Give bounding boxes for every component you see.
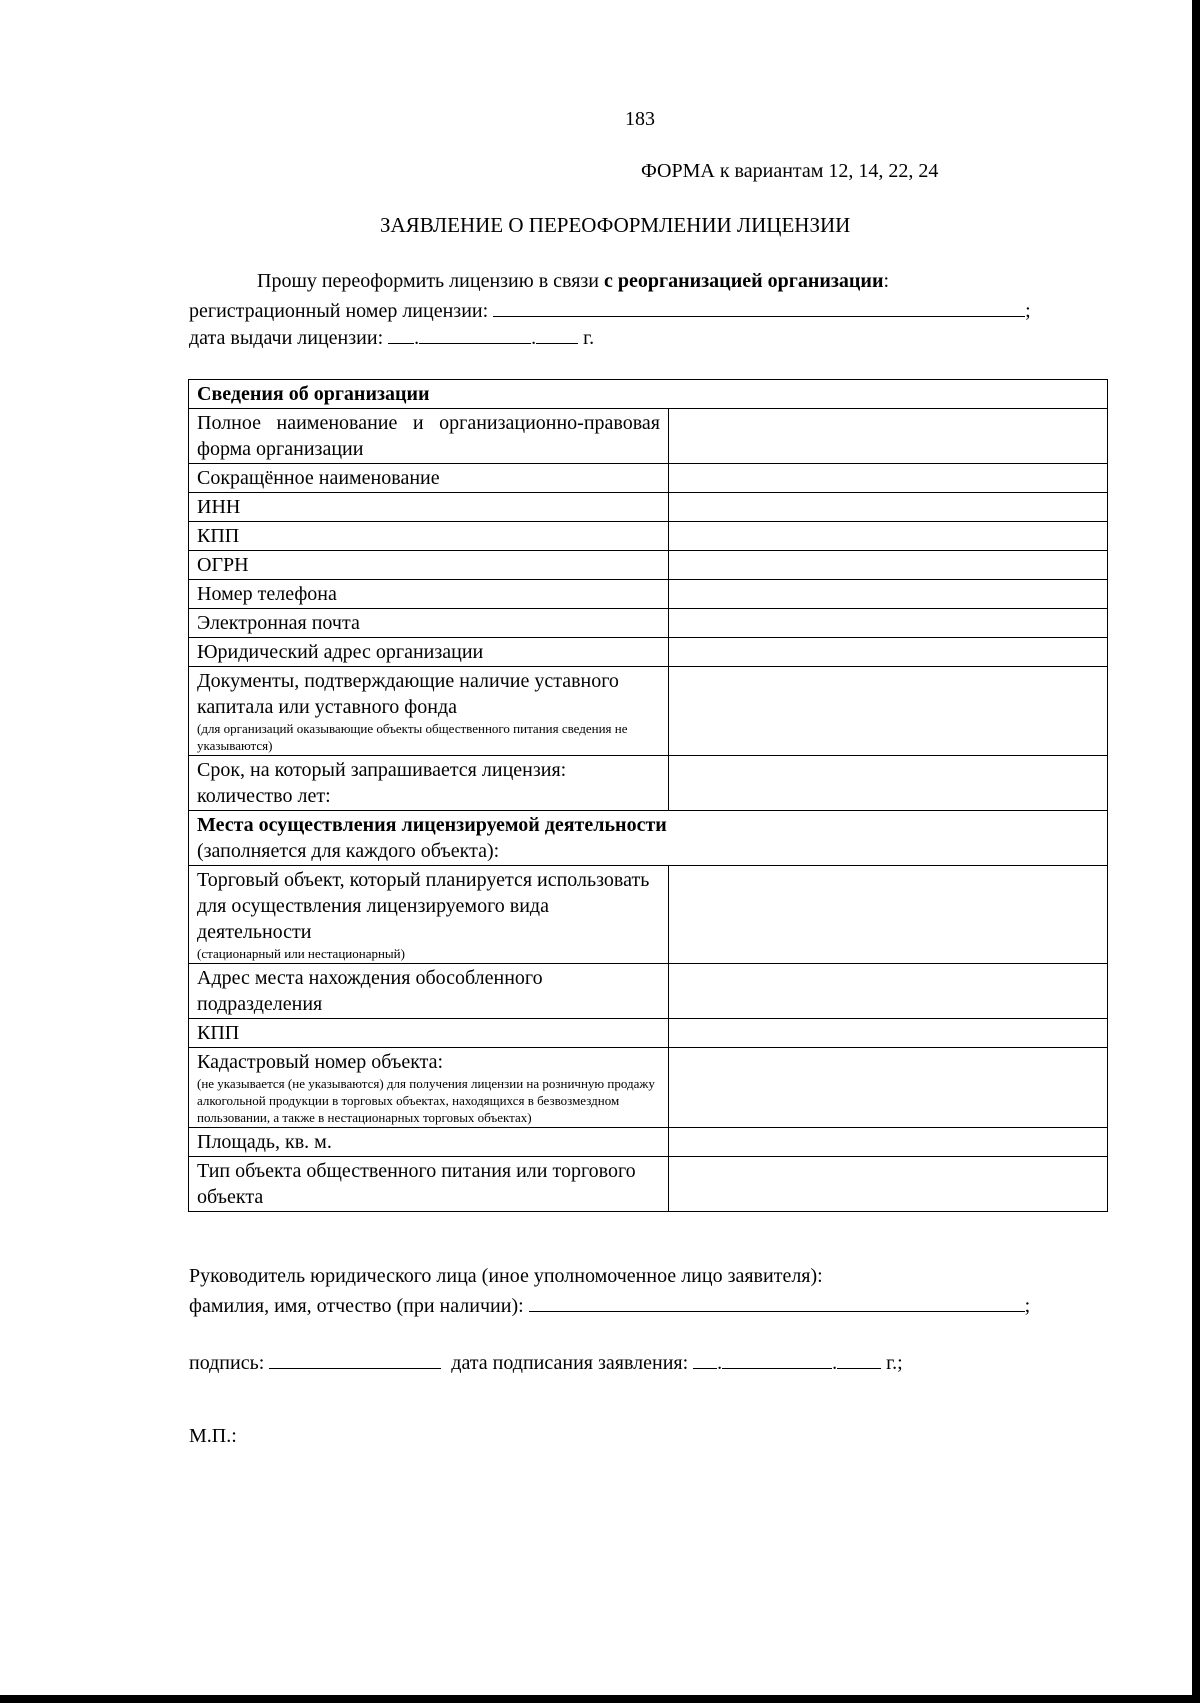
capital-docs-value[interactable] <box>669 667 1108 756</box>
kpp-label: КПП <box>189 522 669 551</box>
table-row <box>189 551 1108 580</box>
reg-number-field[interactable] <box>493 298 1025 317</box>
table-section-row <box>189 380 1108 409</box>
fio-line <box>189 1293 1030 1318</box>
legal-address-label: Юридический адрес организации <box>189 638 669 667</box>
area-value[interactable] <box>669 1128 1108 1157</box>
sign-year-suffix: г.; <box>886 1352 903 1374</box>
table-row <box>189 522 1108 551</box>
cadastral-value[interactable] <box>669 1048 1108 1128</box>
table-row <box>189 1019 1108 1048</box>
kpp-subdivision-label: КПП <box>189 1019 669 1048</box>
issue-date-label: дата выдачи лицензии: <box>189 327 384 349</box>
page-border-right <box>1192 0 1200 1703</box>
phone-value[interactable] <box>669 580 1108 609</box>
table-section-row <box>189 811 1108 866</box>
issue-month-field[interactable] <box>419 325 531 344</box>
subdivision-address-value[interactable] <box>669 964 1108 1019</box>
fio-end: ; <box>1024 1295 1031 1317</box>
sign-month-field[interactable] <box>722 1350 832 1369</box>
trade-object-note: (стационарный или нестационарный) <box>197 946 405 961</box>
email-label: Электронная почта <box>189 609 669 638</box>
inn-value[interactable] <box>669 493 1108 522</box>
form-variant-label: ФОРМА к вариантам 12, 14, 22, 24 <box>641 160 939 182</box>
request-prefix: Прошу переоформить лицензию в связи <box>257 270 604 292</box>
document-title: ЗАЯВЛЕНИЕ О ПЕРЕОФОРМЛЕНИИ ЛИЦЕНЗИИ <box>380 213 851 237</box>
capital-docs-label: Документы, подтверждающие наличие уставного капитала или уставного фонда (для организаций оказывающие объекты общественного питания сведения не указываются) <box>189 667 669 756</box>
short-name-value[interactable] <box>669 464 1108 493</box>
table-row <box>189 580 1108 609</box>
inn-label: ИНН <box>189 493 669 522</box>
table-row <box>189 756 1108 811</box>
page-border-bottom <box>0 1695 1200 1703</box>
signature-line <box>189 1350 903 1375</box>
trade-object-value[interactable] <box>669 866 1108 964</box>
cadastral-label: Кадастровый номер объекта: (не указывается (не указываются) для получения лицензии на розничную продажу алкогольной продукции в торговых объектах, находящихся в безвозмездном пользовании, а также в нестационарных торговых объектах) <box>189 1048 669 1128</box>
places-section-header: Места осуществления лицензируемой деятельности (заполняется для каждого объекта): <box>189 811 1108 866</box>
sign-year-field[interactable] <box>837 1350 881 1369</box>
table-row <box>189 493 1108 522</box>
table-row <box>189 964 1108 1019</box>
table-row <box>189 409 1108 464</box>
head-label: Руководитель юридического лица (иное уполномоченное лицо заявителя): <box>189 1265 823 1287</box>
org-section-header: Сведения об организации <box>189 380 1108 409</box>
table-row <box>189 464 1108 493</box>
kpp-subdivision-value[interactable] <box>669 1019 1108 1048</box>
fio-field[interactable] <box>529 1293 1025 1312</box>
signature-field[interactable] <box>269 1350 441 1369</box>
legal-address-value[interactable] <box>669 638 1108 667</box>
stamp-label: М.П.: <box>189 1425 237 1447</box>
page-number: 183 <box>625 108 655 130</box>
fio-label: фамилия, имя, отчество (при наличии): <box>189 1295 524 1317</box>
request-line <box>257 270 889 293</box>
sign-date-label: дата подписания заявления: <box>451 1352 689 1374</box>
kpp-value[interactable] <box>669 522 1108 551</box>
capital-docs-note: (для организаций оказывающие объекты общественного питания сведения не указываются) <box>197 721 628 753</box>
table-row <box>189 638 1108 667</box>
reg-number-label: регистрационный номер лицензии: <box>189 300 489 322</box>
trade-object-label: Торговый объект, который планируется использовать для осуществления лицензируемого вида деятельности (стационарный или нестационарный) <box>189 866 669 964</box>
request-reason: с реорганизацией организации <box>604 270 884 292</box>
license-term-label: Срок, на который запрашивается лицензия: количество лет: <box>189 756 669 811</box>
reg-number-end: ; <box>1025 300 1031 322</box>
signature-label: подпись: <box>189 1352 265 1374</box>
phone-label: Номер телефона <box>189 580 669 609</box>
table-row <box>189 1048 1108 1128</box>
object-type-value[interactable] <box>669 1157 1108 1212</box>
license-term-value[interactable] <box>669 756 1108 811</box>
object-type-label: Тип объекта общественного питания или торгового объекта <box>189 1157 669 1212</box>
full-name-label: Полное наименование и организационно-правовая форма организации <box>189 409 669 464</box>
full-name-value[interactable] <box>669 409 1108 464</box>
short-name-label: Сокращённое наименование <box>189 464 669 493</box>
table-row <box>189 667 1108 756</box>
issue-year-field[interactable] <box>536 325 578 344</box>
year-suffix: г. <box>583 327 595 349</box>
cadastral-note: (не указывается (не указываются) для получения лицензии на розничную продажу алкогольной продукции в торговых объектах, находящихся в безвозмездном пользовании, а также в нестационарных торговых объектах) <box>197 1076 655 1125</box>
ogrn-value[interactable] <box>669 551 1108 580</box>
email-value[interactable] <box>669 609 1108 638</box>
subdivision-address-label: Адрес места нахождения обособленного подразделения <box>189 964 669 1019</box>
request-suffix: : <box>883 270 890 292</box>
reg-number-line <box>189 298 1031 323</box>
issue-day-field[interactable] <box>388 325 414 344</box>
organization-form-table <box>188 379 1108 1212</box>
date-dot: . <box>717 1352 723 1374</box>
date-dot: . <box>531 327 537 349</box>
date-dot: . <box>414 327 420 349</box>
table-row <box>189 609 1108 638</box>
table-row <box>189 1128 1108 1157</box>
ogrn-label: ОГРН <box>189 551 669 580</box>
date-dot: . <box>832 1352 838 1374</box>
sign-day-field[interactable] <box>693 1350 717 1369</box>
issue-date-line <box>189 325 594 350</box>
table-row <box>189 866 1108 964</box>
area-label: Площадь, кв. м. <box>189 1128 669 1157</box>
table-row <box>189 1157 1108 1212</box>
